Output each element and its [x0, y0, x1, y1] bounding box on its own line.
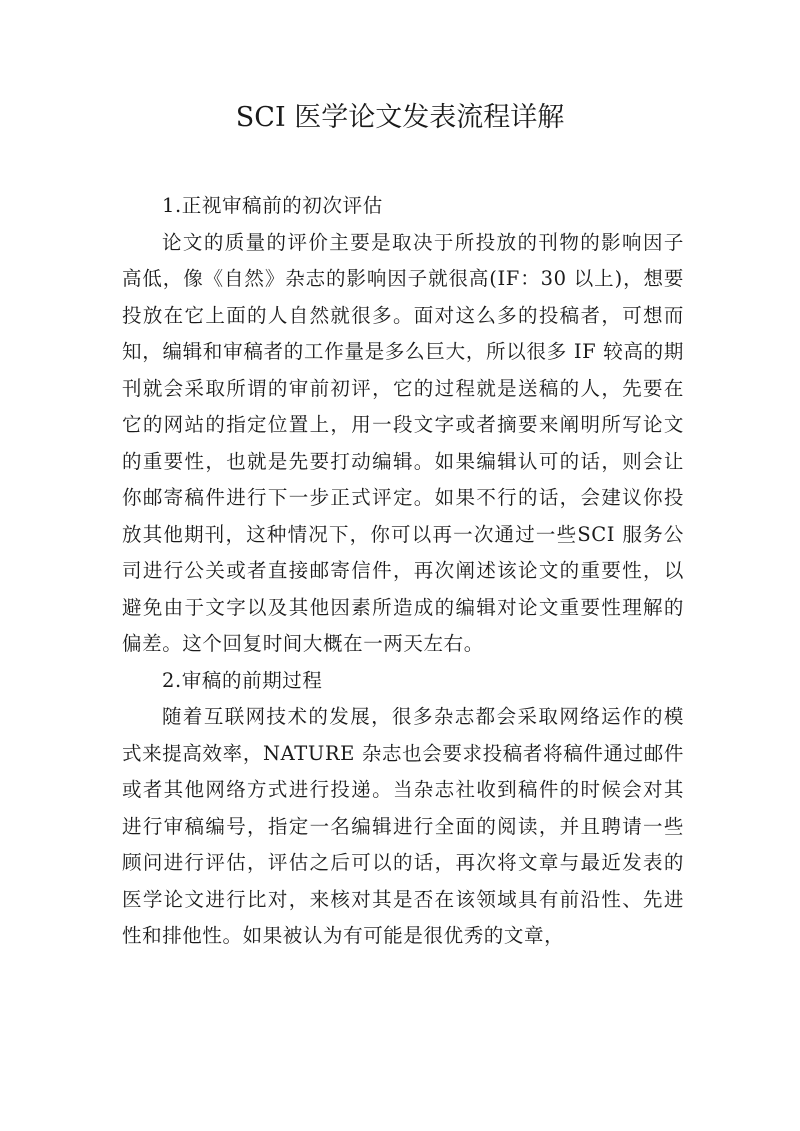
section-heading-1: 1.正视审稿前的初次评估	[162, 194, 383, 217]
section-paragraph-2: 随着互联网技术的发展，很多杂志都会采取网络运作的模式来提高效率，NATURE 杂志也会要求投稿者将稿件通过邮件或者其他网络方式进行投递。当杂志社收到稿件的时候会对其进行审稿编号，指定一名编辑进行全面的阅读，并且聘请一些顾问进行评估，评估之后可以的话，再次将文章与最近发表的医学论文进行比对，来核对其是否在该领域具有前沿性、先进性和排他性。如果被认为有可能是很优秀的文章，	[122, 705, 684, 947]
section-heading-2: 2.审稿的前期过程	[162, 668, 323, 692]
document-body	[122, 188, 684, 955]
document-title: SCI 医学论文发表流程详解	[235, 102, 565, 133]
section-paragraph-1: 论文的质量的评价主要是取决于所投放的刊物的影响因子高低，像《自然》杂志的影响因子就很高(IF：30 以上)，想要投放在它上面的人自然就很多。面对这么多的投稿者，可想而知，编辑和审稿者的工作量是多么巨大，所以很多 IF 较高的期刊就会采取所谓的审前初评，它的过程就是送稿的人，先要在它的网站的指定位置上，用一段文字或者摘要来阐明所写论文的重要性，也就是先要打动编辑。如果编辑认可的话，则会让你邮寄稿件进行下一步正式评定。如果不行的话，会建议你投放其他期刊，这种情况下，你可以再一次通过一些SCI 服务公司进行公关或者直接邮寄信件，再次阐述该论文的重要性，以避免由于文字以及其他因素所造成的编辑对论文重要性理解的偏差。这个回复时间大概在一两天左右。	[122, 230, 684, 655]
